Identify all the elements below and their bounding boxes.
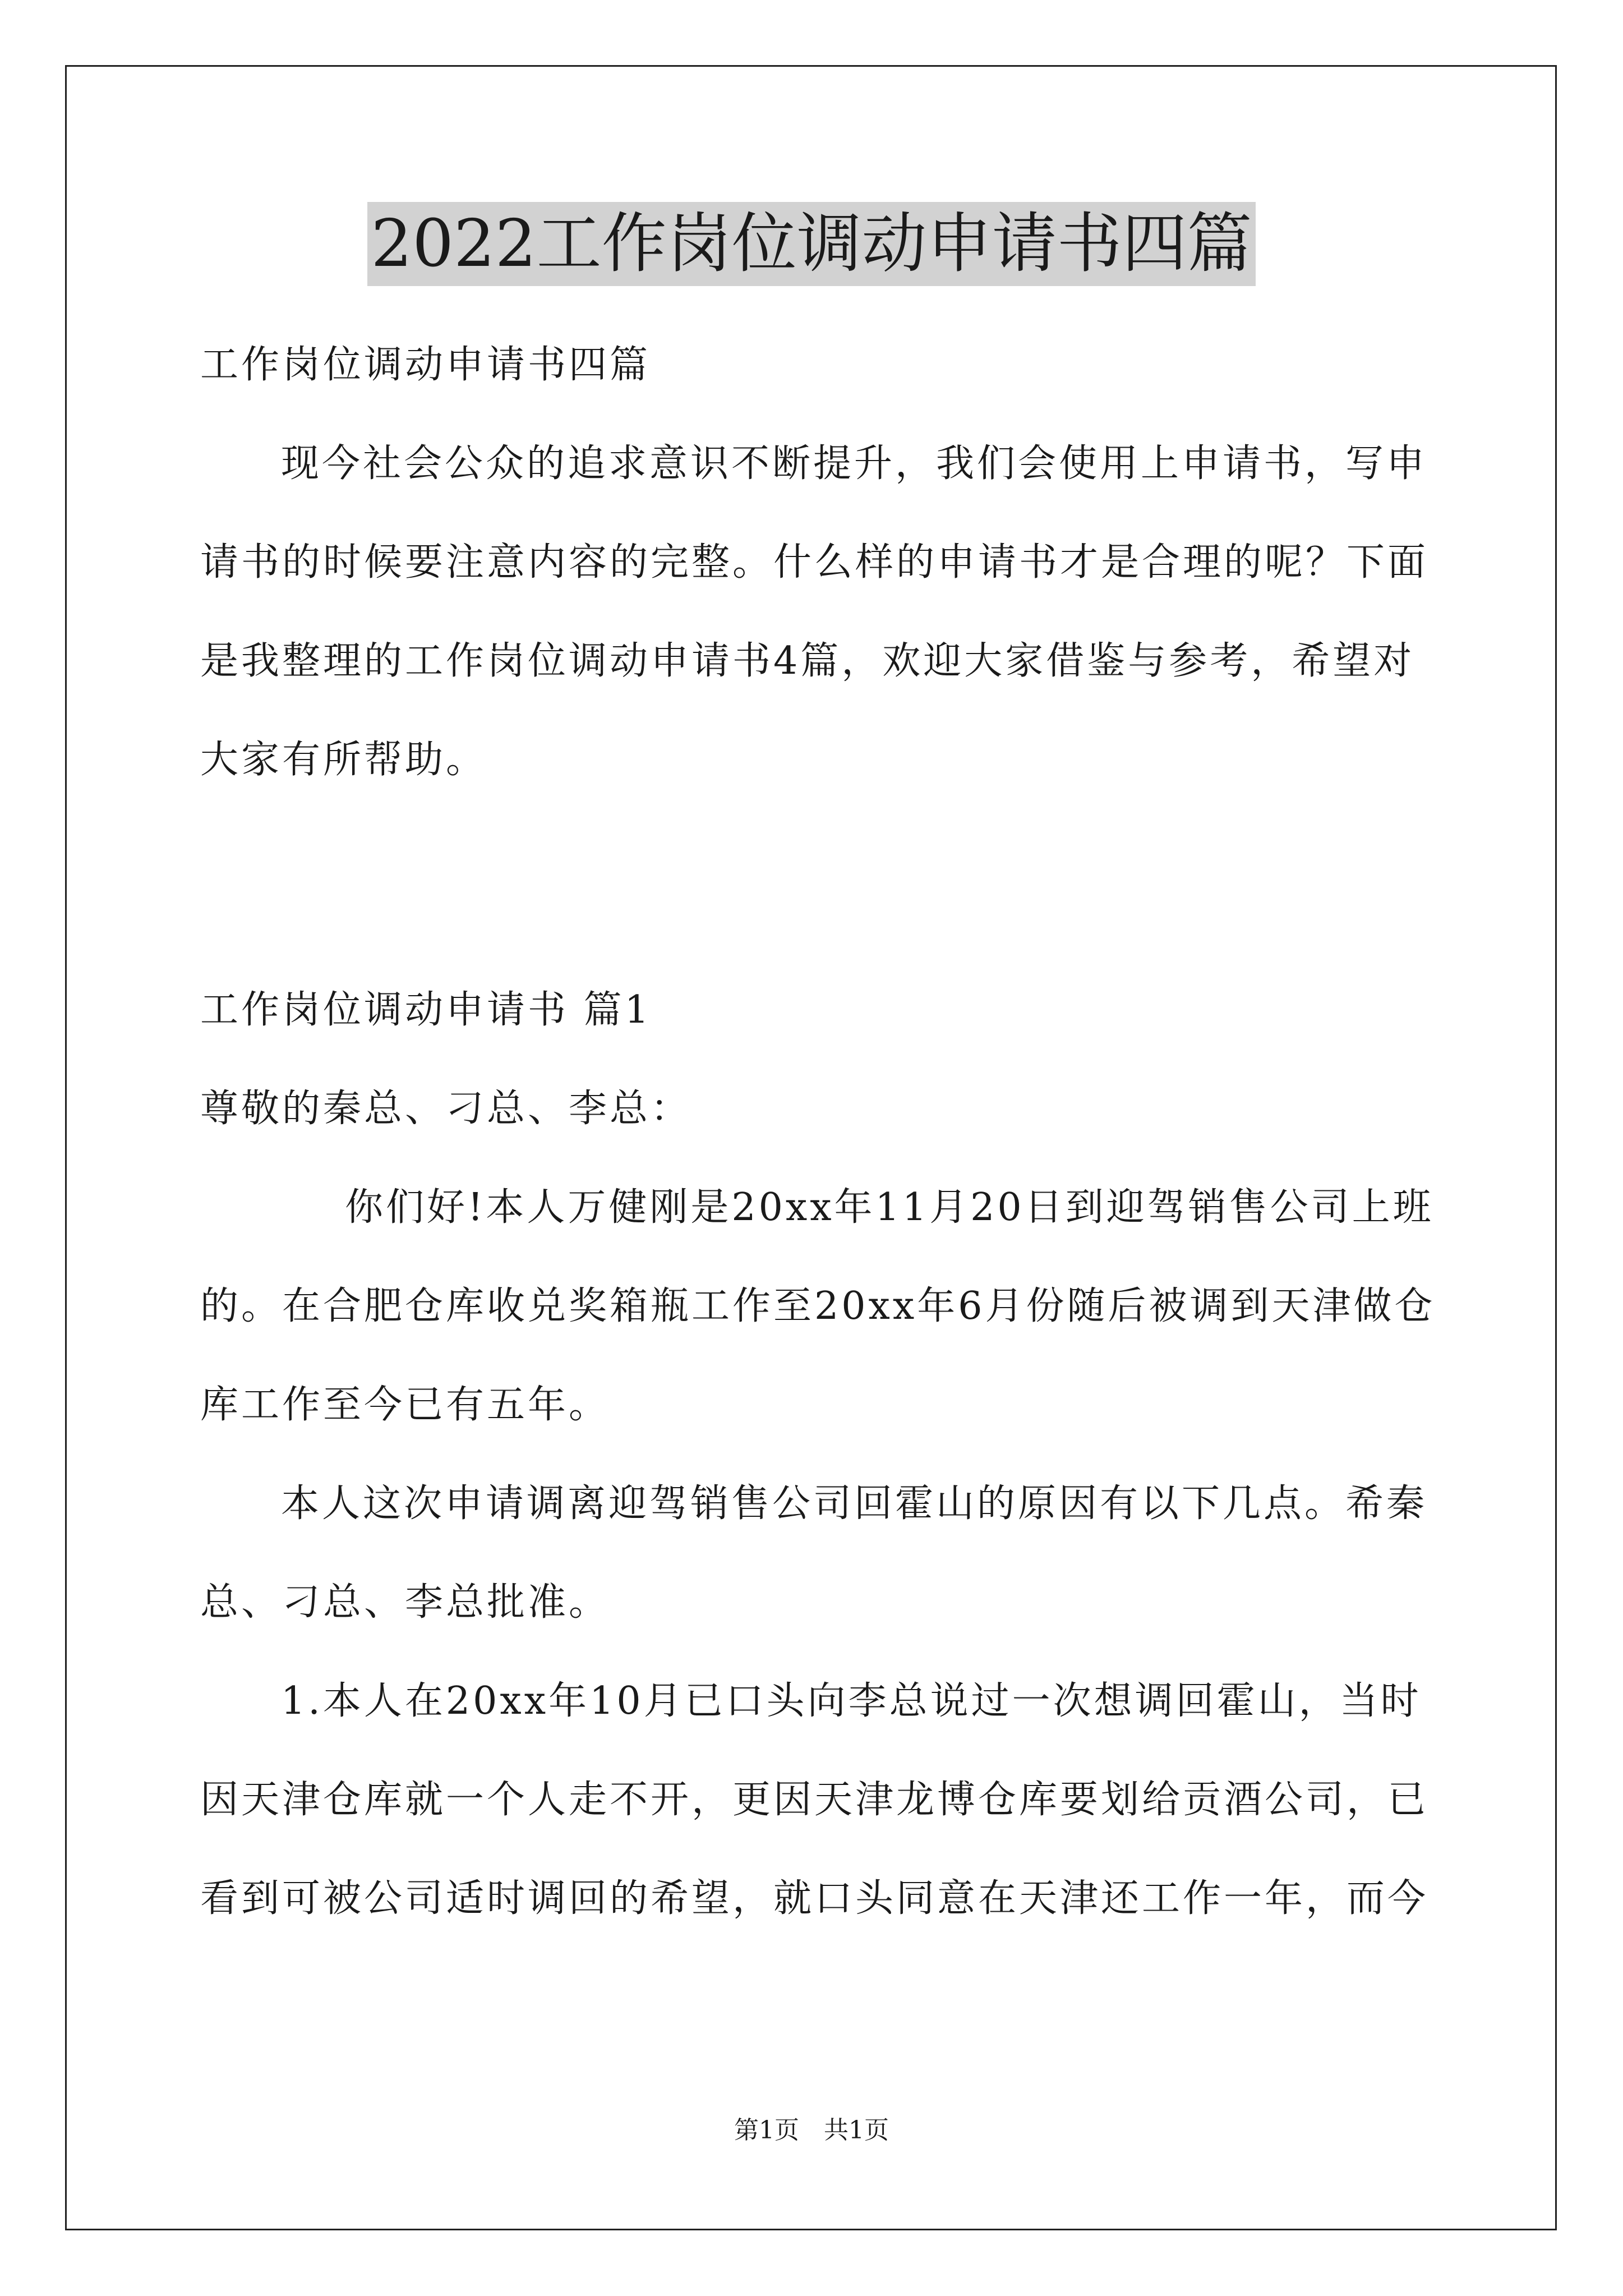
paragraph-line: 大家有所帮助。: [200, 738, 487, 782]
paragraph-line: 请书的时候要注意内容的完整。什么样的申请书才是合理的呢？下面: [200, 540, 1429, 585]
paragraph-line: 是我整理的工作岗位调动申请书4篇，欢迎大家借鉴与参考，希望对: [200, 639, 1415, 683]
document-title: 2022工作岗位调动申请书四篇: [367, 202, 1255, 286]
paragraph-line: 的。在合肥仓库收兑奖箱瓶工作至20xx年6月份随后被调到天津做仓: [200, 1284, 1436, 1328]
section-heading: 工作岗位调动申请书四篇: [200, 343, 651, 387]
paragraph-line: 本人这次申请调离迎驾销售公司回霍山的原因有以下几点。希秦: [281, 1481, 1428, 1526]
title-block: [0, 202, 1623, 286]
page-number: 第1页 共1页: [734, 2116, 889, 2145]
paragraph-line: 1.本人在20xx年10月已口头向李总说过一次想调回霍山，当时: [281, 1679, 1422, 1723]
paragraph-line: 因天津仓库就一个人走不开，更因天津龙博仓库要划给贡酒公司，已: [200, 1778, 1429, 1822]
paragraph-line: 看到可被公司适时调回的希望，就口头同意在天津还工作一年，而今: [200, 1876, 1429, 1921]
salutation: 尊敬的秦总、刁总、李总：: [200, 1087, 692, 1131]
section-heading: 工作岗位调动申请书 篇1: [200, 988, 652, 1032]
paragraph-line: 现今社会公众的追求意识不断提升，我们会使用上申请书，写申: [281, 441, 1428, 486]
paragraph-line: 库工作至今已有五年。: [200, 1383, 610, 1427]
paragraph-line: 总、刁总、李总批准。: [200, 1580, 610, 1625]
paragraph-line: 你们好!本人万健刚是20xx年11月20日到迎驾销售公司上班: [345, 1185, 1434, 1230]
